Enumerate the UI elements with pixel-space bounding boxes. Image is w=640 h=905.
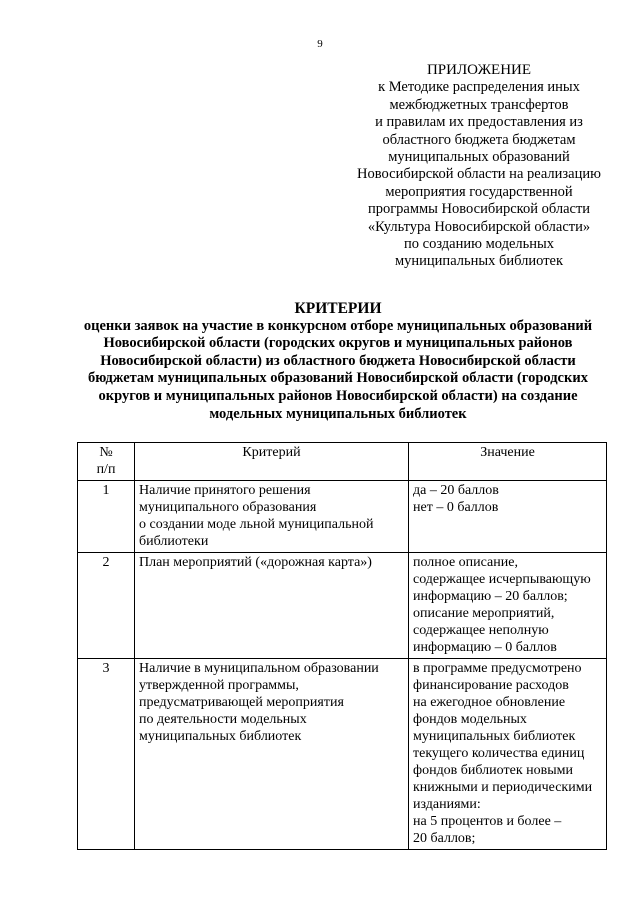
value-line: на 5 процентов и более –: [413, 814, 562, 829]
criteria-title-line: оценки заявок на участие в конкурсном отборе муниципальных образований: [83, 317, 593, 334]
criterion-line: о создании моде льной муниципальной: [139, 517, 374, 532]
row-criterion: [135, 659, 409, 850]
criteria-title-line: Новосибирской области (городских округов и муниципальных районов: [103, 335, 573, 352]
criteria-title-main: КРИТЕРИИ: [294, 300, 382, 317]
row-criterion: [135, 553, 409, 659]
criterion-line: предусматривающей мероприятия: [139, 695, 344, 710]
criterion-line: План мероприятий («дорожная карта»): [139, 555, 372, 570]
value-line: изданиями:: [413, 797, 481, 812]
header-num-line2: п/п: [96, 462, 116, 477]
header-num: [78, 443, 135, 481]
appendix-line: «Культура Новосибирской области»: [367, 218, 591, 235]
criterion-line: муниципального образования: [139, 500, 317, 515]
criteria-title-line: бюджетам муниципальных образований Новосибирской области (городских: [88, 370, 588, 387]
appendix-line: к Методике распределения иных: [378, 79, 580, 96]
header-num-line1: №: [99, 445, 113, 460]
row-criterion: [135, 481, 409, 553]
appendix-line: областного бюджета бюджетам: [382, 131, 576, 148]
appendix-line: муниципальных библиотек: [394, 253, 564, 270]
value-line: 20 баллов;: [413, 831, 476, 846]
appendix-line: муниципальных образований: [388, 149, 570, 166]
value-line: содержащее неполную: [413, 623, 549, 638]
header-value: Значение: [409, 443, 607, 481]
appendix-block: [340, 62, 618, 271]
value-line: фондов модельных: [413, 712, 527, 727]
value-line: полное описание,: [413, 555, 518, 570]
value-line: текущего количества единиц: [413, 746, 585, 761]
appendix-line: по созданию модельных: [404, 236, 554, 253]
row-value: [409, 481, 607, 553]
appendix-line: и правилам их предоставления из: [375, 114, 583, 131]
criteria-title-line: модельных муниципальных библиотек: [209, 405, 467, 422]
row-value: [409, 553, 607, 659]
appendix-heading: ПРИЛОЖЕНИЕ: [426, 62, 532, 78]
criterion-line: по деятельности модельных: [139, 712, 307, 727]
value-line: фондов библиотек новыми: [413, 763, 573, 778]
value-line: да – 20 баллов: [413, 483, 499, 498]
appendix-line: межбюджетных трансфертов: [389, 96, 569, 113]
criteria-title-line: округов и муниципальных районов Новосибирской области) на создание: [98, 387, 578, 404]
header-criterion: Критерий: [135, 443, 409, 481]
value-line: информацию – 0 баллов: [413, 640, 557, 655]
table-row: [78, 659, 607, 850]
criteria-title-line: Новосибирской области) из областного бюджета Новосибирской области: [100, 352, 576, 369]
criterion-line: библиотеки: [139, 534, 209, 549]
row-value: [409, 659, 607, 850]
value-line: информацию – 20 баллов;: [413, 589, 568, 604]
criterion-line: муниципальных библиотек: [139, 729, 302, 744]
value-line: содержащее исчерпывающую: [413, 572, 591, 587]
value-line: описание мероприятий,: [413, 606, 555, 621]
criteria-table: [77, 442, 607, 850]
appendix-line: мероприятия государственной: [385, 183, 573, 200]
criterion-line: утвержденной программы,: [139, 678, 299, 693]
table-row: [78, 481, 607, 553]
value-line: книжными и периодическими: [413, 780, 593, 795]
table-header-row: [78, 443, 607, 481]
criterion-line: Наличие принятого решения: [139, 483, 311, 498]
value-line: финансирование расходов: [413, 678, 569, 693]
value-line: муниципальных библиотек: [413, 729, 576, 744]
row-num: 1: [78, 481, 135, 553]
page-number: 9: [317, 38, 323, 50]
row-num: 2: [78, 553, 135, 659]
value-line: нет – 0 баллов: [413, 500, 499, 515]
appendix-line: Новосибирской области на реализацию: [357, 166, 601, 183]
value-line: в программе предусмотрено: [413, 661, 582, 676]
criterion-line: Наличие в муниципальном образовании: [139, 661, 379, 676]
table-row: [78, 553, 607, 659]
value-line: на ежегодное обновление: [413, 695, 566, 710]
row-num: 3: [78, 659, 135, 850]
criteria-title: [58, 300, 618, 423]
appendix-line: программы Новосибирской области: [367, 201, 591, 218]
